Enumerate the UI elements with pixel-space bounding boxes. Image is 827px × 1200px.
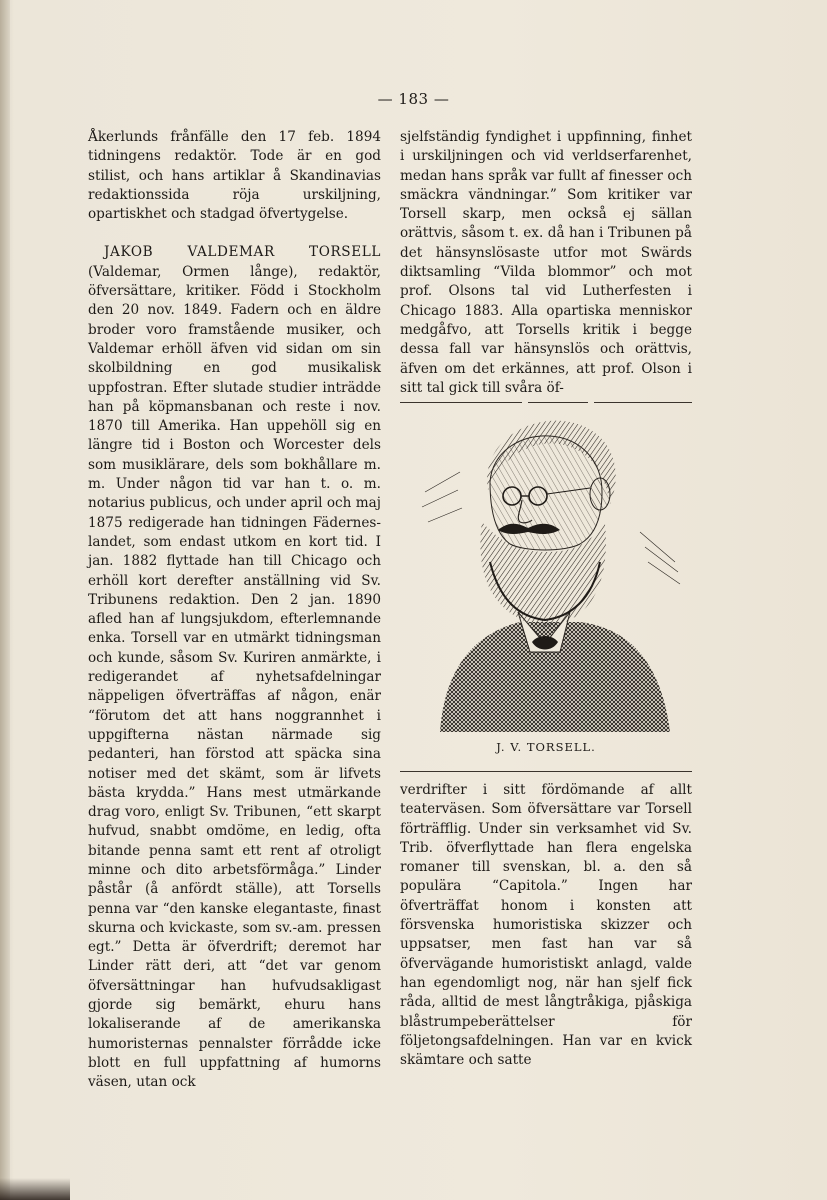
right-column-bottom: [400, 781, 692, 1070]
biography-text: (Valdemar, Ormen långe), redaktör, öfversättare, kritiker. Född i Stockholm den 20 nov. 1849. Fadern och en äldre broder voro framstående musiker, och Valdemar erhöll äfven vid sidan om sin skolbildning en god musikalisk uppfostran. Efter slutade studier inträdde han på köpmansbanan och reste i nov. 1870 till Amerika. Han uppehöll sig en längre tid i Boston och Worcester dels som musiklärare, dels som bokhållare m. m. Under någon tid var han t. o. m. notarius publicus, och under april och maj 1875 redigerade han tidningen Fäderneslandet, som endast utkom en kort tid. I jan. 1882 flyttade han till Chicago och erhöll kort derefter anställning vid Sv. Tribunens redaktion. Den 2 jan. 1890 afled han af lungsjukdom, efterlemnande enka. Torsell var en utmärkt tidningsman och kunde, såsom Sv. Kuriren anmärkte, i redigerandet af nyhetsafdelningar näppeligen öfverträffas af någon, enär “förutom det att hans noggrannhet i uppgifterna nästan närmade sig pedanteri, han förstod att späcka sina notiser med det skämt, som är lifvets bästa krydda.” Hans mest utmärkande drag voro, enligt Sv. Tribunen, “ett skarpt hufvud, snabbt omdöme, en ledig, ofta bitande penna samt ett rent af otroligt minne och dito arbetsförmåga.” Linder påstår (å anfördt ställe), att Torsells penna var “den kanske elegantaste, finast skurna och kvickaste, som sv.-am. pressen egt.” Detta är öfverdrift; deremot har Linder rätt deri, att “det var genom öfversättningar han hufvudsakligast gjorde sig bemärkt, ehuru hans lokaliserande af de amerikanska humoristernas pennalster förrådde icke blott en full uppfattning af humorns väsen, utan ock: [88, 263, 381, 1091]
page-binding-edge: [0, 0, 10, 1200]
right-column-top: [400, 128, 692, 398]
right-paragraph-top: sjelfständig fyndighet i uppfinning, finhet i urskiljningen och vid verldserfarenhet, medan hans språk var fullt af finesser och smäckra vändningar.” Som kritiker var Torsell skarp, men också ej sällan orättvis, såsom t. ex. då han i Tribunen på det hänsynslösaste utfor mot Swärds diktsamling “Vilda blommor” och mot prof. Olsons tal vid Lutherfesten i Chicago 1883. Alla opartiska menniskor medgåfvo, att Torsells kritik i begge dessa fall var hänsynslös och orättvis, äfven om det erkännes, att prof. Olson i sitt tal gick till svåra öf-: [400, 129, 692, 396]
right-paragraph-bottom: verdrifter i sitt fördömande af allt teaterväsen. Som öfversättare var Torsell förträfflig. Under sin verksamhet vid Sv. Trib. öfverflyttade han flera engelska romaner till svenskan, bl. a. den så populära “Capitola.” Ingen har öfverträffat honom i konsten att försvenska humoristiska skizzer och uppsatser, men fast han var så öfvervägande humoristiskt anlagd, valde han egendomligt nog, när han sjelf fick råda, alltid de mest långtråkiga, pjåskiga blåstrumpeberättelser för följetongsafdelningen. Han var en kvick skämtare och satte: [400, 782, 692, 1069]
divider-rule: [400, 402, 522, 403]
left-paragraph-2: [88, 243, 381, 1092]
portrait-engraving: [420, 412, 682, 737]
scan-shadow: [0, 1178, 70, 1200]
divider-rule: [528, 402, 588, 403]
left-paragraph-1: Åkerlunds frånfälle den 17 feb. 1894 tidningens redaktör. Tode är en god stilist, och hans artiklar å Skandinavias redaktionssida röja urskiljning, opartiskhet och stadgad öfvertygelse.: [88, 129, 381, 223]
portrait-caption: J. V. TORSELL.: [496, 740, 596, 754]
page-number: — 183 —: [377, 90, 450, 108]
left-column: [88, 128, 381, 1093]
divider-rule: [400, 771, 692, 772]
biography-name: JAKOB VALDEMAR TORSELL: [104, 244, 381, 261]
divider-rule: [594, 402, 692, 403]
